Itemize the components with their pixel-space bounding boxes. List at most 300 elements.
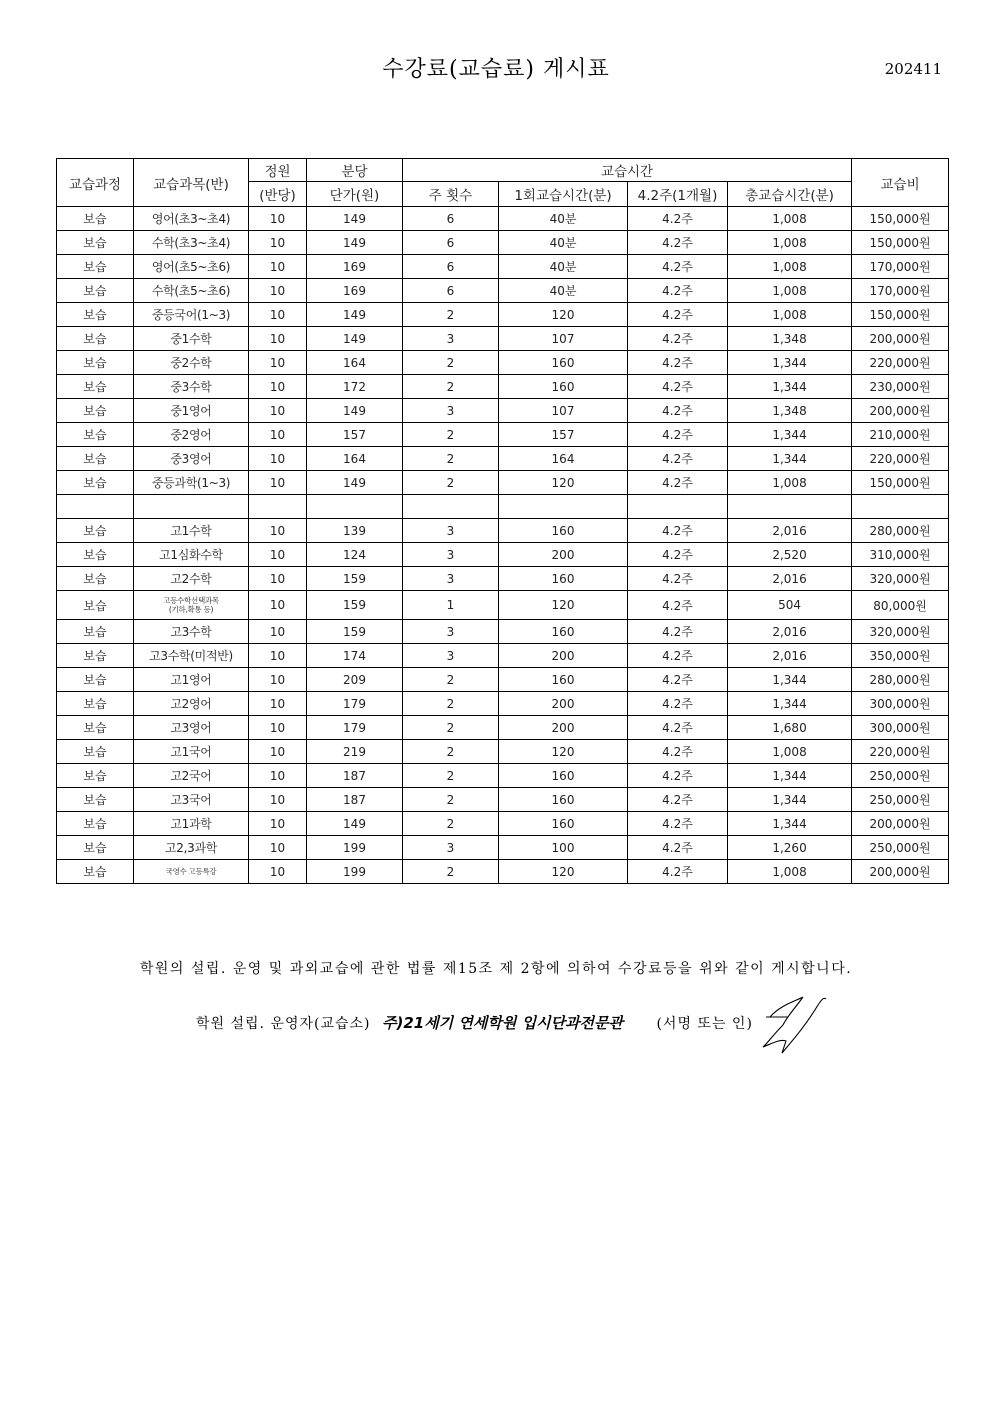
cell-fee: 170,000원: [852, 279, 949, 303]
cell-subject: 영어(초5~초6): [134, 255, 249, 279]
cell-session-minutes: 120: [499, 471, 628, 495]
cell-fee: 300,000원: [852, 716, 949, 740]
header-subject: 교습과목(반): [134, 159, 249, 207]
header-unit-price-top: 분당: [307, 159, 403, 182]
cell-weeks: 4.2주: [628, 399, 728, 423]
cell-subject: 중2수학: [134, 351, 249, 375]
cell-weeks: 4.2주: [628, 716, 728, 740]
cell-unit-price: 159: [307, 620, 403, 644]
cell-total-minutes: 1,008: [728, 740, 852, 764]
cell-subject: 고3수학: [134, 620, 249, 644]
cell-fee: 200,000원: [852, 860, 949, 884]
cell-session-minutes: 160: [499, 519, 628, 543]
cell-subject: 중3영어: [134, 447, 249, 471]
cell-capacity: 10: [249, 836, 307, 860]
cell-capacity: 10: [249, 620, 307, 644]
cell-unit-price: [307, 495, 403, 519]
cell-fee: 200,000원: [852, 399, 949, 423]
cell-course: 보습: [57, 620, 134, 644]
cell-total-minutes: 1,344: [728, 447, 852, 471]
table-row: [57, 423, 949, 447]
cell-total-minutes: 1,008: [728, 303, 852, 327]
cell-weekly-sessions: 6: [403, 231, 499, 255]
table-row: [57, 668, 949, 692]
cell-capacity: 10: [249, 279, 307, 303]
operator-name: 주)21세기 연세학원 입시단과전문관: [381, 1014, 624, 1032]
cell-fee: 220,000원: [852, 447, 949, 471]
cell-fee: 150,000원: [852, 303, 949, 327]
cell-fee: 320,000원: [852, 620, 949, 644]
cell-course: 보습: [57, 543, 134, 567]
cell-total-minutes: 1,348: [728, 399, 852, 423]
table-row: [57, 543, 949, 567]
cell-fee: 210,000원: [852, 423, 949, 447]
cell-course: 보습: [57, 231, 134, 255]
cell-capacity: 10: [249, 447, 307, 471]
cell-unit-price: 187: [307, 764, 403, 788]
cell-session-minutes: 160: [499, 351, 628, 375]
cell-session-minutes: 160: [499, 668, 628, 692]
header-weekly-sessions: 주 횟수: [403, 182, 499, 207]
cell-course: 보습: [57, 375, 134, 399]
table-row: [57, 644, 949, 668]
cell-capacity: 10: [249, 543, 307, 567]
cell-subject: 국영수 고등특강: [134, 860, 249, 884]
cell-session-minutes: 200: [499, 644, 628, 668]
cell-subject: 고1심화수학: [134, 543, 249, 567]
cell-fee: 300,000원: [852, 692, 949, 716]
cell-weekly-sessions: 2: [403, 812, 499, 836]
cell-weekly-sessions: 3: [403, 327, 499, 351]
cell-weeks: 4.2주: [628, 207, 728, 231]
cell-subject: 중1수학: [134, 327, 249, 351]
cell-subject: 고1국어: [134, 740, 249, 764]
table-row: [57, 519, 949, 543]
signature-label: (서명 또는 인): [656, 1016, 753, 1032]
cell-total-minutes: [728, 495, 852, 519]
cell-subject: 중2영어: [134, 423, 249, 447]
table-row: [57, 836, 949, 860]
cell-fee: 350,000원: [852, 644, 949, 668]
cell-fee: 320,000원: [852, 567, 949, 591]
cell-session-minutes: 157: [499, 423, 628, 447]
cell-session-minutes: 160: [499, 567, 628, 591]
cell-total-minutes: 1,344: [728, 764, 852, 788]
cell-capacity: 10: [249, 567, 307, 591]
cell-total-minutes: 504: [728, 591, 852, 620]
cell-total-minutes: 1,008: [728, 471, 852, 495]
header-total-minutes: 총교습시간(분): [728, 182, 852, 207]
cell-capacity: 10: [249, 644, 307, 668]
cell-unit-price: 124: [307, 543, 403, 567]
handwritten-signature-icon: [758, 995, 848, 1055]
cell-course: 보습: [57, 860, 134, 884]
cell-course: 보습: [57, 836, 134, 860]
cell-course: 보습: [57, 447, 134, 471]
cell-weeks: 4.2주: [628, 644, 728, 668]
cell-capacity: 10: [249, 788, 307, 812]
cell-subject: 고3영어: [134, 716, 249, 740]
cell-total-minutes: 1,344: [728, 351, 852, 375]
table-row: [57, 279, 949, 303]
cell-total-minutes: 2,016: [728, 644, 852, 668]
cell-session-minutes: 120: [499, 740, 628, 764]
table-row: [57, 567, 949, 591]
cell-weekly-sessions: 2: [403, 764, 499, 788]
cell-weekly-sessions: 3: [403, 620, 499, 644]
document-date-code: 202411: [884, 60, 942, 78]
cell-session-minutes: 160: [499, 375, 628, 399]
cell-course: [57, 495, 134, 519]
cell-weekly-sessions: 2: [403, 740, 499, 764]
cell-subject: 중3수학: [134, 375, 249, 399]
cell-unit-price: 149: [307, 327, 403, 351]
header-capacity-bottom: (반당): [249, 182, 307, 207]
cell-session-minutes: 40분: [499, 279, 628, 303]
cell-fee: 220,000원: [852, 351, 949, 375]
cell-subject: 고1과학: [134, 812, 249, 836]
cell-course: 보습: [57, 303, 134, 327]
cell-total-minutes: 2,016: [728, 620, 852, 644]
cell-total-minutes: 1,680: [728, 716, 852, 740]
cell-weeks: 4.2주: [628, 231, 728, 255]
cell-session-minutes: 160: [499, 788, 628, 812]
table-row: [57, 471, 949, 495]
cell-weekly-sessions: 3: [403, 543, 499, 567]
cell-weeks: 4.2주: [628, 423, 728, 447]
cell-total-minutes: 1,348: [728, 327, 852, 351]
cell-weekly-sessions: 2: [403, 860, 499, 884]
cell-fee: 280,000원: [852, 519, 949, 543]
cell-weekly-sessions: 2: [403, 692, 499, 716]
cell-weeks: 4.2주: [628, 812, 728, 836]
cell-total-minutes: 1,344: [728, 375, 852, 399]
table-row: [57, 860, 949, 884]
cell-session-minutes: 160: [499, 812, 628, 836]
cell-session-minutes: 120: [499, 860, 628, 884]
cell-capacity: 10: [249, 740, 307, 764]
cell-fee: 230,000원: [852, 375, 949, 399]
table-row: [57, 207, 949, 231]
cell-course: 보습: [57, 399, 134, 423]
cell-session-minutes: 100: [499, 836, 628, 860]
cell-capacity: 10: [249, 399, 307, 423]
cell-course: 보습: [57, 591, 134, 620]
legal-notice: 학원의 설립. 운영 및 과외교습에 관한 법률 제15조 제 2항에 의하여 수강료등을 위와 같이 게시합니다.: [139, 961, 853, 977]
table-row: [57, 692, 949, 716]
cell-unit-price: 172: [307, 375, 403, 399]
cell-weekly-sessions: 2: [403, 351, 499, 375]
cell-unit-price: 169: [307, 255, 403, 279]
cell-weeks: 4.2주: [628, 255, 728, 279]
cell-weeks: 4.2주: [628, 543, 728, 567]
cell-session-minutes: 107: [499, 327, 628, 351]
header-unit-price-bottom: 단가(원): [307, 182, 403, 207]
cell-weeks: 4.2주: [628, 351, 728, 375]
cell-course: 보습: [57, 716, 134, 740]
cell-unit-price: 149: [307, 231, 403, 255]
cell-capacity: 10: [249, 231, 307, 255]
operator-label: 학원 설립. 운영자(교습소): [196, 1016, 371, 1032]
table-row: [57, 812, 949, 836]
cell-weekly-sessions: 3: [403, 399, 499, 423]
table-body: [57, 207, 949, 884]
cell-total-minutes: 1,008: [728, 207, 852, 231]
table-row: [57, 399, 949, 423]
cell-total-minutes: 1,260: [728, 836, 852, 860]
cell-unit-price: 164: [307, 447, 403, 471]
cell-total-minutes: 2,016: [728, 519, 852, 543]
cell-session-minutes: 160: [499, 764, 628, 788]
cell-course: 보습: [57, 279, 134, 303]
cell-subject: 수학(초3~초4): [134, 231, 249, 255]
cell-weeks: 4.2주: [628, 788, 728, 812]
cell-unit-price: 159: [307, 591, 403, 620]
cell-session-minutes: 40분: [499, 255, 628, 279]
cell-course: 보습: [57, 471, 134, 495]
cell-weekly-sessions: 2: [403, 375, 499, 399]
cell-total-minutes: 1,008: [728, 279, 852, 303]
cell-fee: 250,000원: [852, 788, 949, 812]
cell-unit-price: 149: [307, 399, 403, 423]
cell-session-minutes: 40분: [499, 207, 628, 231]
table-row: [57, 255, 949, 279]
table-row: [57, 375, 949, 399]
cell-weekly-sessions: 2: [403, 788, 499, 812]
cell-session-minutes: 200: [499, 692, 628, 716]
cell-capacity: 10: [249, 471, 307, 495]
table-row: [57, 788, 949, 812]
cell-unit-price: 164: [307, 351, 403, 375]
cell-weeks: 4.2주: [628, 620, 728, 644]
cell-session-minutes: 40분: [499, 231, 628, 255]
cell-weeks: 4.2주: [628, 447, 728, 471]
cell-fee: 150,000원: [852, 207, 949, 231]
cell-total-minutes: 1,008: [728, 255, 852, 279]
header-fee: 교습비: [852, 159, 949, 207]
cell-capacity: 10: [249, 668, 307, 692]
cell-subject: 고1수학: [134, 519, 249, 543]
cell-weekly-sessions: 2: [403, 471, 499, 495]
cell-fee: 220,000원: [852, 740, 949, 764]
cell-capacity: 10: [249, 860, 307, 884]
cell-weeks: 4.2주: [628, 836, 728, 860]
cell-weeks: 4.2주: [628, 692, 728, 716]
cell-total-minutes: 1,344: [728, 668, 852, 692]
cell-unit-price: 159: [307, 567, 403, 591]
cell-unit-price: 179: [307, 692, 403, 716]
cell-weeks: 4.2주: [628, 519, 728, 543]
cell-weekly-sessions: 6: [403, 279, 499, 303]
cell-fee: 280,000원: [852, 668, 949, 692]
cell-course: 보습: [57, 327, 134, 351]
cell-unit-price: 157: [307, 423, 403, 447]
cell-weeks: 4.2주: [628, 567, 728, 591]
cell-unit-price: 199: [307, 860, 403, 884]
header-capacity-top: 정원: [249, 159, 307, 182]
cell-capacity: 10: [249, 303, 307, 327]
cell-weeks: 4.2주: [628, 327, 728, 351]
cell-course: 보습: [57, 788, 134, 812]
cell-fee: 150,000원: [852, 471, 949, 495]
cell-fee: [852, 495, 949, 519]
cell-session-minutes: 200: [499, 716, 628, 740]
cell-session-minutes: 160: [499, 620, 628, 644]
cell-subject: 고등수학선택과목 (기하,확통 등): [134, 591, 249, 620]
table-row: [57, 303, 949, 327]
cell-subject: [134, 495, 249, 519]
header-session-minutes: 1회교습시간(분): [499, 182, 628, 207]
cell-unit-price: 149: [307, 812, 403, 836]
cell-fee: 250,000원: [852, 836, 949, 860]
cell-capacity: 10: [249, 255, 307, 279]
cell-capacity: 10: [249, 351, 307, 375]
cell-subject: 중등국어(1~3): [134, 303, 249, 327]
cell-session-minutes: 200: [499, 543, 628, 567]
cell-course: 보습: [57, 692, 134, 716]
cell-course: 보습: [57, 207, 134, 231]
cell-capacity: [249, 495, 307, 519]
cell-subject: 고2수학: [134, 567, 249, 591]
cell-course: 보습: [57, 740, 134, 764]
cell-weeks: 4.2주: [628, 303, 728, 327]
cell-unit-price: 149: [307, 303, 403, 327]
cell-capacity: 10: [249, 519, 307, 543]
table-row: [57, 716, 949, 740]
cell-session-minutes: 107: [499, 399, 628, 423]
cell-capacity: 10: [249, 207, 307, 231]
document-title: 수강료(교습료) 게시표: [382, 57, 610, 82]
cell-unit-price: 209: [307, 668, 403, 692]
cell-weekly-sessions: 1: [403, 591, 499, 620]
cell-subject: 중1영어: [134, 399, 249, 423]
cell-total-minutes: 2,520: [728, 543, 852, 567]
cell-course: 보습: [57, 519, 134, 543]
cell-capacity: 10: [249, 375, 307, 399]
cell-subject: 고1영어: [134, 668, 249, 692]
cell-session-minutes: [499, 495, 628, 519]
table-row: [57, 447, 949, 471]
cell-fee: 150,000원: [852, 231, 949, 255]
table-row-blank: [57, 495, 949, 519]
header-weeks-per-month: 4.2주(1개월): [628, 182, 728, 207]
cell-total-minutes: 1,344: [728, 692, 852, 716]
cell-subject: 고2국어: [134, 764, 249, 788]
table-row: [57, 327, 949, 351]
table-row: [57, 620, 949, 644]
cell-weeks: 4.2주: [628, 471, 728, 495]
cell-weeks: 4.2주: [628, 740, 728, 764]
cell-session-minutes: 120: [499, 303, 628, 327]
cell-unit-price: 149: [307, 207, 403, 231]
table-row: [57, 764, 949, 788]
operator-line: [196, 1012, 753, 1033]
table-row: [57, 591, 949, 620]
table-row: [57, 231, 949, 255]
cell-weekly-sessions: 2: [403, 447, 499, 471]
cell-weeks: [628, 495, 728, 519]
cell-weeks: 4.2주: [628, 591, 728, 620]
cell-unit-price: 199: [307, 836, 403, 860]
cell-course: 보습: [57, 567, 134, 591]
table-row: [57, 351, 949, 375]
table-row: [57, 740, 949, 764]
cell-weekly-sessions: 2: [403, 423, 499, 447]
cell-unit-price: 174: [307, 644, 403, 668]
cell-course: 보습: [57, 423, 134, 447]
cell-capacity: 10: [249, 591, 307, 620]
cell-total-minutes: 1,344: [728, 423, 852, 447]
cell-fee: 200,000원: [852, 327, 949, 351]
cell-capacity: 10: [249, 692, 307, 716]
cell-total-minutes: 1,344: [728, 812, 852, 836]
cell-course: 보습: [57, 255, 134, 279]
cell-total-minutes: 1,008: [728, 231, 852, 255]
cell-weekly-sessions: 2: [403, 716, 499, 740]
cell-course: 보습: [57, 764, 134, 788]
cell-weeks: 4.2주: [628, 764, 728, 788]
cell-session-minutes: 120: [499, 591, 628, 620]
cell-weekly-sessions: 2: [403, 303, 499, 327]
cell-weekly-sessions: 3: [403, 836, 499, 860]
cell-weekly-sessions: 6: [403, 207, 499, 231]
cell-course: 보습: [57, 351, 134, 375]
cell-capacity: 10: [249, 812, 307, 836]
cell-unit-price: 139: [307, 519, 403, 543]
cell-weekly-sessions: 3: [403, 567, 499, 591]
cell-weekly-sessions: 2: [403, 668, 499, 692]
cell-fee: 200,000원: [852, 812, 949, 836]
cell-session-minutes: 164: [499, 447, 628, 471]
cell-subject: 고3국어: [134, 788, 249, 812]
cell-unit-price: 169: [307, 279, 403, 303]
cell-subject: 고2영어: [134, 692, 249, 716]
cell-unit-price: 179: [307, 716, 403, 740]
cell-capacity: 10: [249, 764, 307, 788]
cell-course: 보습: [57, 812, 134, 836]
cell-capacity: 10: [249, 327, 307, 351]
cell-weeks: 4.2주: [628, 668, 728, 692]
cell-subject: 수학(초5~초6): [134, 279, 249, 303]
cell-weeks: 4.2주: [628, 375, 728, 399]
cell-fee: 250,000원: [852, 764, 949, 788]
cell-capacity: 10: [249, 423, 307, 447]
header-teaching-time: 교습시간: [403, 159, 852, 182]
cell-unit-price: 219: [307, 740, 403, 764]
cell-weekly-sessions: 6: [403, 255, 499, 279]
cell-capacity: 10: [249, 716, 307, 740]
cell-weekly-sessions: [403, 495, 499, 519]
cell-subject: 고2,3과학: [134, 836, 249, 860]
cell-total-minutes: 1,008: [728, 860, 852, 884]
cell-weekly-sessions: 3: [403, 519, 499, 543]
tuition-fee-table: [56, 158, 949, 884]
cell-fee: 310,000원: [852, 543, 949, 567]
cell-course: 보습: [57, 644, 134, 668]
cell-unit-price: 187: [307, 788, 403, 812]
cell-weekly-sessions: 3: [403, 644, 499, 668]
cell-fee: 170,000원: [852, 255, 949, 279]
cell-fee: 80,000원: [852, 591, 949, 620]
cell-weeks: 4.2주: [628, 860, 728, 884]
cell-total-minutes: 2,016: [728, 567, 852, 591]
cell-subject: 중등과학(1~3): [134, 471, 249, 495]
cell-unit-price: 149: [307, 471, 403, 495]
cell-total-minutes: 1,344: [728, 788, 852, 812]
cell-weeks: 4.2주: [628, 279, 728, 303]
cell-course: 보습: [57, 668, 134, 692]
header-course: 교습과정: [57, 159, 134, 207]
